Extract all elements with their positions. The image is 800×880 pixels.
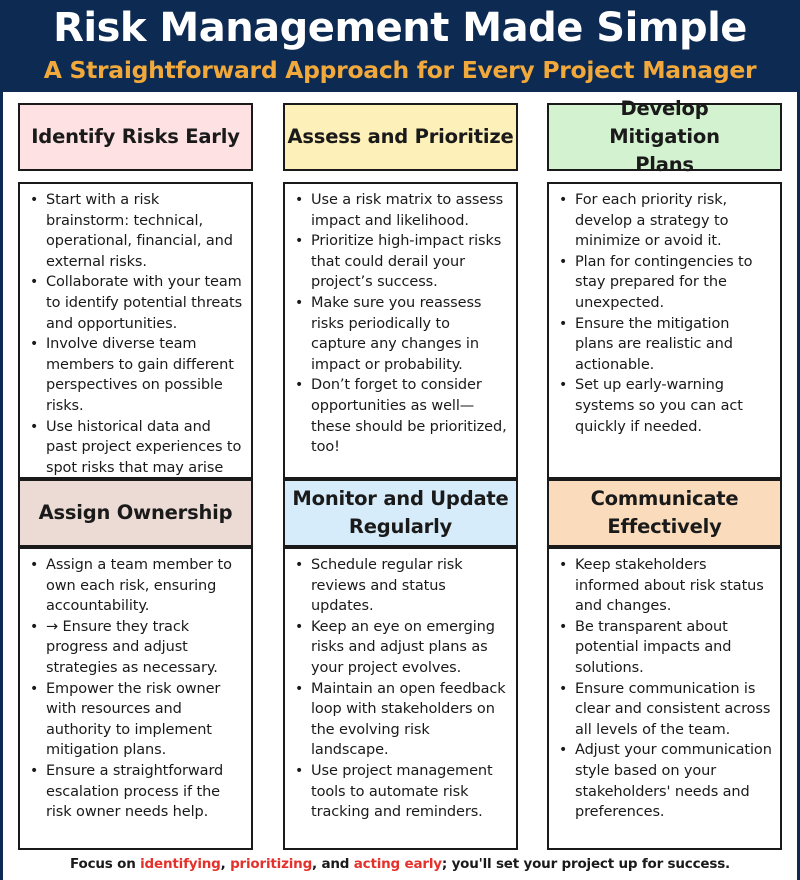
bullet-list: [20, 184, 251, 499]
list-item: • Involve diverse team members to gain different perspectives on possible risks.: [26, 334, 243, 416]
card-title: Identify Risks Early: [31, 125, 240, 148]
list-item: • Collaborate with your team to identify potential threats and opportunities.: [26, 272, 243, 334]
card-title: Monitor and Update Regularly: [292, 487, 509, 538]
card-body: [18, 547, 253, 850]
list-item: • Prioritize high-impact risks that could derail your project’s success.: [291, 231, 508, 293]
card-header: [547, 97, 782, 176]
list-item: • Keep an eye on emerging risks and adjust plans as your project evolves.: [291, 617, 508, 679]
list-item: • Ensure a straightforward escalation process if the risk owner needs help.: [26, 761, 243, 823]
list-item: • Use a risk matrix to assess impact and likelihood.: [291, 190, 508, 231]
card-body: [283, 182, 518, 479]
footer-text: , and: [312, 856, 354, 872]
card-body: [547, 182, 782, 479]
footer-note: [3, 856, 797, 872]
card-body: [283, 547, 518, 850]
footer-highlight: prioritizing: [230, 856, 313, 872]
bullet-list: [549, 184, 780, 437]
list-item: • Set up early-warning systems so you can act quickly if needed.: [555, 375, 772, 437]
list-item: • For each priority risk, develop a strategy to minimize or avoid it.: [555, 190, 772, 252]
list-item: • Assign a team member to own each risk, ensuring accountability.: [26, 555, 243, 617]
footer-highlight: acting early: [353, 856, 442, 872]
list-item: • Keep stakeholders informed about risk status and changes.: [555, 555, 772, 617]
list-item: • Maintain an open feedback loop with stakeholders on the evolving risk landscape.: [291, 679, 508, 761]
footer-text: ; you'll set your project up for success.: [441, 856, 730, 872]
bullet-list: [285, 184, 516, 458]
card-header: [283, 103, 518, 171]
bullet-list: [285, 549, 516, 823]
card-title: Assign Ownership: [38, 501, 233, 524]
list-item: • Don’t forget to consider opportunities as well—these should be prioritized, too!: [291, 375, 508, 457]
bullet-list: [20, 549, 251, 823]
footer-text: ,: [220, 856, 231, 872]
card-header: [547, 479, 782, 547]
card-header: [18, 103, 253, 171]
header: [0, 0, 800, 92]
card-title: Develop Mitigation Plans: [609, 97, 720, 176]
list-item: • Ensure communication is clear and consistent across all levels of the team.: [555, 679, 772, 741]
list-item: • Empower the risk owner with resources and authority to implement mitigation plans.: [26, 679, 243, 761]
list-item: • Use historical data and past project experiences to spot risks that may arise: [26, 417, 243, 499]
list-item: • Start with a risk brainstorm: technical, operational, financial, and external risks.: [26, 190, 243, 272]
card-title: Communicate Effectively: [590, 487, 739, 538]
list-item: • → Ensure they track progress and adjust strategies as necessary.: [26, 617, 243, 679]
bullet-list: [549, 549, 780, 823]
footer-text: Focus on: [70, 856, 141, 872]
list-item: • Adjust your communication style based on your stakeholders' needs and preferences.: [555, 740, 772, 822]
card-body: [547, 547, 782, 850]
content-panel: [3, 92, 797, 880]
list-item: • Plan for contingencies to stay prepared for the unexpected.: [555, 252, 772, 314]
page-title: Risk Management Made Simple: [53, 5, 747, 51]
card-title: Assess and Prioritize: [287, 125, 514, 148]
page-subtitle: A Straightforward Approach for Every Project Manager: [43, 56, 757, 84]
list-item: • Be transparent about potential impacts and solutions.: [555, 617, 772, 679]
footer-highlight: identifying: [140, 856, 221, 872]
card-header: [18, 479, 253, 547]
list-item: • Schedule regular risk reviews and status updates.: [291, 555, 508, 617]
card-header: [283, 479, 518, 547]
list-item: • Use project management tools to automate risk tracking and reminders.: [291, 761, 508, 823]
list-item: • Ensure the mitigation plans are realistic and actionable.: [555, 314, 772, 376]
card-body: [18, 182, 253, 479]
list-item: • Make sure you reassess risks periodically to capture any changes in impact or probability.: [291, 293, 508, 375]
